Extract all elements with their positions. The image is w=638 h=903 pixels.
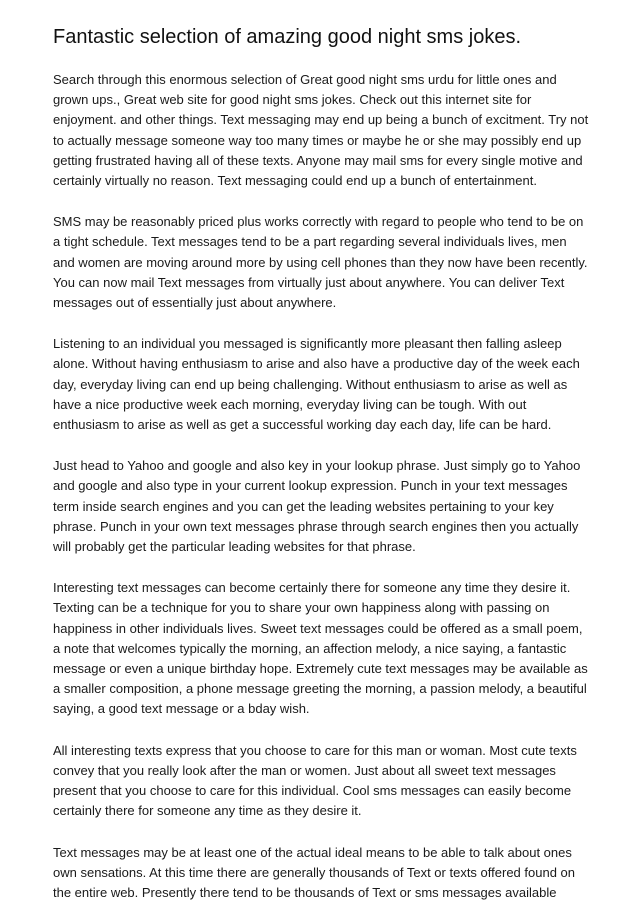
paragraph-6: All interesting texts express that you choose to care for this man or woman. Most cute texts convey that you really look after the man or women. Just about all sweet text messages present that you choose to care for this individual. Cool sms messages can easily become certainly there for someone any time as they desire it. — [53, 742, 577, 819]
page-title: Fantastic selection of amazing good night sms jokes. — [53, 26, 522, 48]
paragraph-7: Text messages may be at least one of the actual ideal means to be able to talk about ones own sensations. At this time there are generally thousands of Text or texts offered found on the entire web. Presently there tend to be thousands of Text or sms messages available — [53, 844, 575, 900]
paragraph-2: SMS may be reasonably priced plus works correctly with regard to people who tend to be on a tight schedule. Text messages tend to be a part regarding several individuals lives, men and women are moving around more by using cell phones than they now have been recently. You can now mail Text messages from virtually just about anywhere. You can deliver Text messages out of essentially just about anywhere. — [53, 214, 588, 311]
paragraph-1: Search through this enormous selection of Great good night sms urdu for little ones and grown ups., Great web site for good night sms jokes. Check out this internet site for enjoyment. and other things. Text messaging may end up being a bunch of excitment. Try not to actually message someone way too many times or maybe he or she may possibly end up getting frustrated having all of these texts. Anyone may mail sms for every single motive and certainly virtually no reason. Text messaging could end up a bunch of entertainment. — [53, 72, 589, 189]
paragraph-5: Interesting text messages can become certainly there for someone any time they desire it. Texting can be a technique for you to share your own happiness along with passing on happiness in other individuals lives. Sweet text messages could be offered as a small poem, a note that welcomes typically the morning, an affection melody, a nice saying, a fantastic message or even a unique birthday hope. Extremely cute text messages may be available as a smaller composition, a phone message greeting the morning, a passion melody, a beautiful saying, a good text message or a bday wish. — [53, 580, 588, 717]
paragraph-4: Just head to Yahoo and google and also key in your lookup phrase. Just simply go to Yahoo and google and also type in your current lookup expression. Punch in your text messages term inside search engines and you can get the leading websites pertaining to your key phrase. Punch in your own text messages phrase through search engines then you actually will probably get the particular leading websites for that phrase. — [53, 458, 581, 555]
article-body — [53, 70, 591, 903]
paragraph-3: Listening to an individual you messaged is significantly more pleasant then falling asleep alone. Without having enthusiasm to arise and also have a productive day of the week each day, everyday living can end up being challenging. Without enthusiasm to arise as well as have a nice productive week each morning, everyday living can be tough. With out enthusiasm to arise as well as get a successful working day each day, life can be hard. — [53, 336, 580, 433]
